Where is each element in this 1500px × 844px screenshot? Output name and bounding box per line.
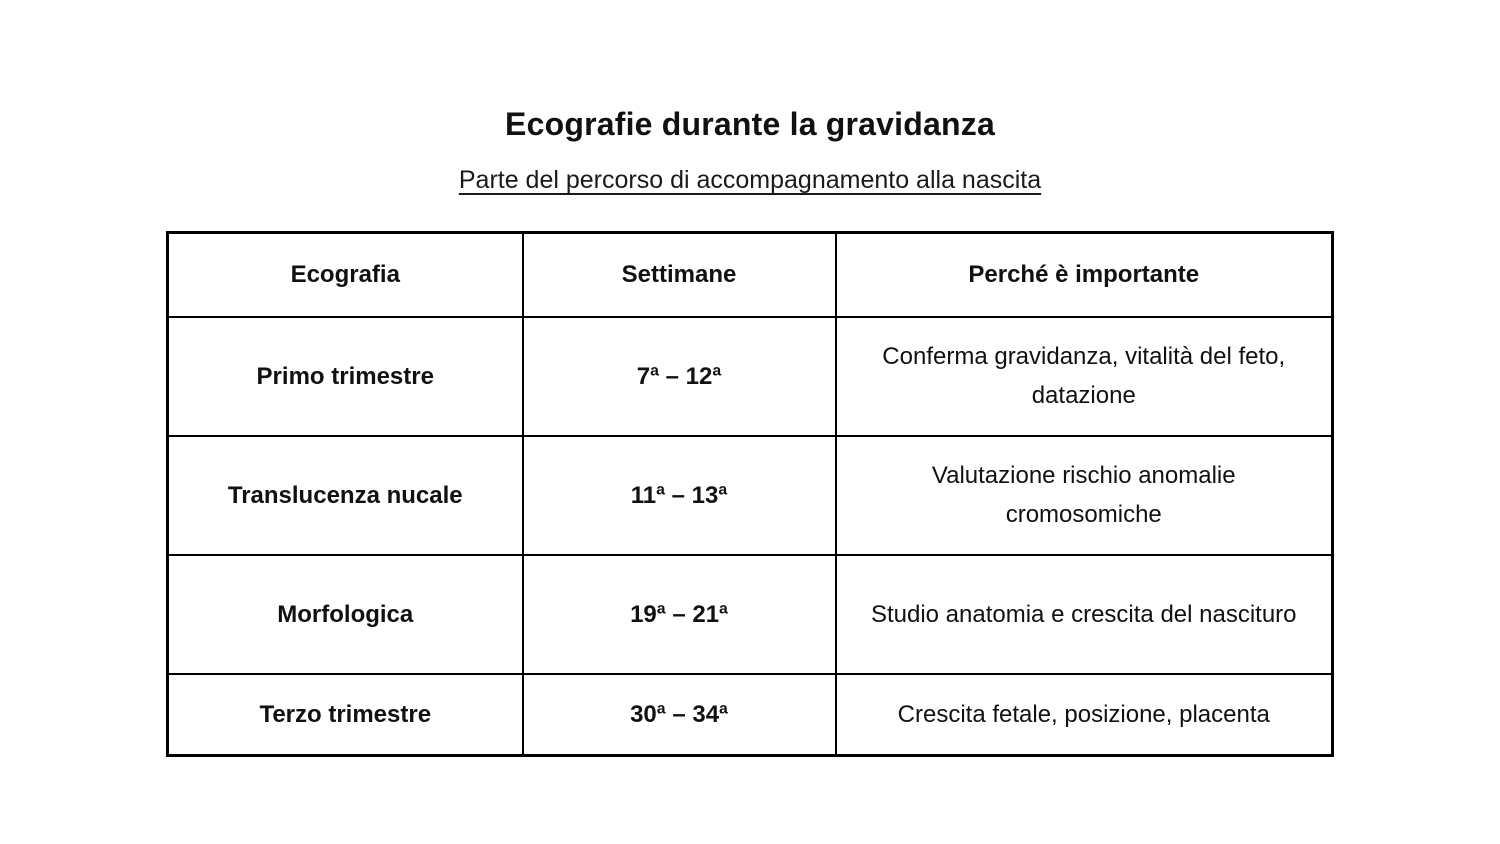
- page-subtitle: Parte del percorso di accompagnamento alla nascita: [458, 166, 1042, 194]
- table-header-row: [168, 233, 1333, 317]
- column-header-importanza: Perché è importante: [836, 233, 1333, 317]
- table-row-morfologica: [168, 555, 1333, 674]
- cell-settimane: 19ª – 21ª: [523, 555, 836, 674]
- cell-settimane: 30ª – 34ª: [523, 674, 836, 756]
- table-row-terzo-trimestre: [168, 674, 1333, 756]
- cell-importanza: Valutazione rischio anomalie cromosomiche: [836, 436, 1333, 555]
- cell-settimane: 11ª – 13ª: [523, 436, 836, 555]
- cell-ecografia: Translucenza nucale: [168, 436, 523, 555]
- table-row-primo-trimestre: [168, 317, 1333, 436]
- cell-importanza: Conferma gravidanza, vitalità del feto, datazione: [836, 317, 1333, 436]
- cell-ecografia: Morfologica: [168, 555, 523, 674]
- ecografie-table: [166, 231, 1334, 757]
- cell-ecografia: Primo trimestre: [168, 317, 523, 436]
- cell-importanza: Studio anatomia e crescita del nascituro: [836, 555, 1333, 674]
- table-row-translucenza-nucale: [168, 436, 1333, 555]
- cell-importanza: Crescita fetale, posizione, placenta: [836, 674, 1333, 756]
- column-header-ecografia: Ecografia: [168, 233, 523, 317]
- column-header-settimane: Settimane: [523, 233, 836, 317]
- cell-settimane: 7ª – 12ª: [523, 317, 836, 436]
- cell-ecografia: Terzo trimestre: [168, 674, 523, 756]
- page-title: Ecografie durante la gravidanza: [505, 106, 995, 142]
